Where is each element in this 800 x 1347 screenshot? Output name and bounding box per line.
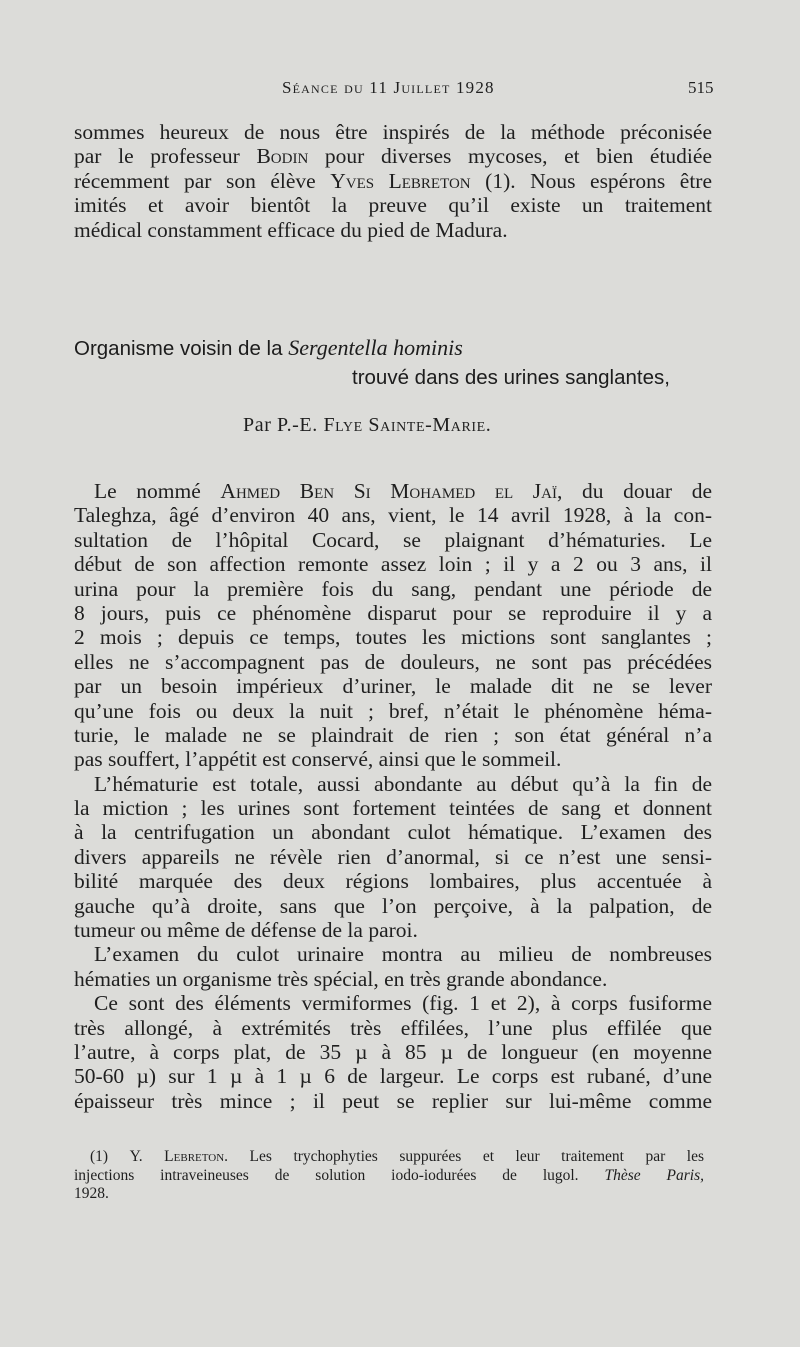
text-line: hématies un organisme très spécial, en très grande abondance.	[74, 966, 608, 991]
text-line: sommes heureux de nous être inspirés de la méthode préconisée	[74, 120, 712, 144]
running-title: Séance du 11 Juillet 1928	[282, 78, 495, 97]
footnote-line: 1928.	[74, 1185, 109, 1202]
text-line: 2 mois ; depuis ce temps, toutes les mictions sont sanglantes ;	[74, 625, 712, 650]
text-line: urina pour la première fois du sang, pendant une période de	[74, 576, 712, 601]
text-line: bilité marquée des deux régions lombaires, plus accentuée à	[74, 869, 712, 894]
text-line: Ce sont des éléments vermiformes (fig. 1 et 2), à corps fusiforme	[94, 991, 712, 1016]
text-line: gauche qu’à droite, sans que l’on perçoive, à la palpation, de	[74, 893, 712, 918]
text-line: L’examen du culot urinaire montra au milieu de nombreuses	[94, 942, 712, 967]
text-line: sultation de l’hôpital Cocard, se plaignant d’hématuries. Le	[74, 527, 712, 552]
text-line: L’hématurie est totale, aussi abondante au début qu’à la fin de	[94, 771, 712, 796]
text-line: pas souffert, l’appétit est conservé, ainsi que le sommeil.	[74, 747, 562, 772]
text-line: la miction ; les urines sont fortement teintées de sang et donnent	[74, 796, 712, 821]
text-line: médical constamment efficace du pied de Madura.	[74, 217, 508, 242]
author-name: Yves Lebreton	[330, 168, 471, 193]
text-line: Le nommé Ahmed Ben Si Mohamed el Jaï, du douar de	[94, 479, 712, 503]
thesis-reference: Thèse Paris,	[604, 1166, 704, 1184]
text-line: par le professeur Bodin pour diverses mycoses, et bien étudiée	[74, 144, 712, 169]
body-text	[74, 479, 712, 1113]
text-line: début de son affection remonte assez loin ; il y a 2 ou 3 ans, il	[74, 552, 712, 577]
text-line: tumeur ou même de défense de la paroi.	[74, 918, 418, 943]
text-line: par un besoin impérieux d’uriner, le malade dit ne se lever	[74, 674, 712, 699]
text-line: 50-60 µ) sur 1 µ à 1 µ 6 de largeur. Le corps est rubané, d’une	[74, 1064, 712, 1089]
article-title-line2: trouvé dans des urines sanglantes,	[352, 366, 670, 389]
text-line: 8 jours, puis ce phénomène disparut pour se reproduire il y a	[74, 600, 712, 625]
footnote-line: (1) Y. Lebreton. Les trychophyties suppurées et leur traitement par les	[90, 1148, 704, 1165]
patient-name: Ahmed Ben Si Mohamed el Jaï	[220, 479, 557, 503]
article-title: Organisme voisin de la Sergentella hominis	[74, 335, 463, 360]
text-line: récemment par son élève Yves Lebreton (1). Nous espérons être	[74, 168, 712, 193]
text-line: qu’une fois ou deux la nuit ; bref, n’était le phénomène héma-	[74, 698, 712, 723]
page-number: 515	[688, 78, 714, 97]
text-line: très allongé, à extrémités très effilées, l’une plus effilée que	[74, 1015, 712, 1040]
intro-paragraph	[74, 120, 712, 242]
text-line: divers appareils ne révèle rien d’anormal, si ce n’est une sensi-	[74, 844, 712, 869]
text-line: à la centrifugation un abondant culot hématique. L’examen des	[74, 820, 712, 845]
text-line: épaisseur très mince ; il peut se replier sur lui-même comme	[74, 1088, 712, 1113]
author-name: Bodin	[256, 144, 309, 169]
author-name: Flye Sainte-Marie.	[323, 414, 492, 436]
text-line: turie, le malade ne se plaindrait de rien ; son état général n’a	[74, 722, 712, 747]
text-line: Taleghza, âgé d’environ 40 ans, vient, le 14 avril 1928, à la con-	[74, 503, 712, 528]
footnote	[74, 1148, 704, 1204]
running-head	[0, 78, 800, 102]
byline: Par P.-E. Flye Sainte-Marie.	[243, 414, 492, 436]
species-name: Sergentella hominis	[288, 335, 463, 360]
text-line: elles ne s’accompagnent pas de douleurs, ne sont pas précédées	[74, 649, 712, 674]
footnote-line: injections intraveineuses de solution iodo-iodurées de lugol. Thèse Paris,	[74, 1166, 704, 1184]
author-name: Y. Lebreton.	[129, 1148, 229, 1165]
text-line: l’autre, à corps plat, de 35 µ à 85 µ de longueur (en moyenne	[74, 1039, 712, 1064]
text-line: imités et avoir bientôt la preuve qu’il existe un traitement	[74, 193, 712, 218]
